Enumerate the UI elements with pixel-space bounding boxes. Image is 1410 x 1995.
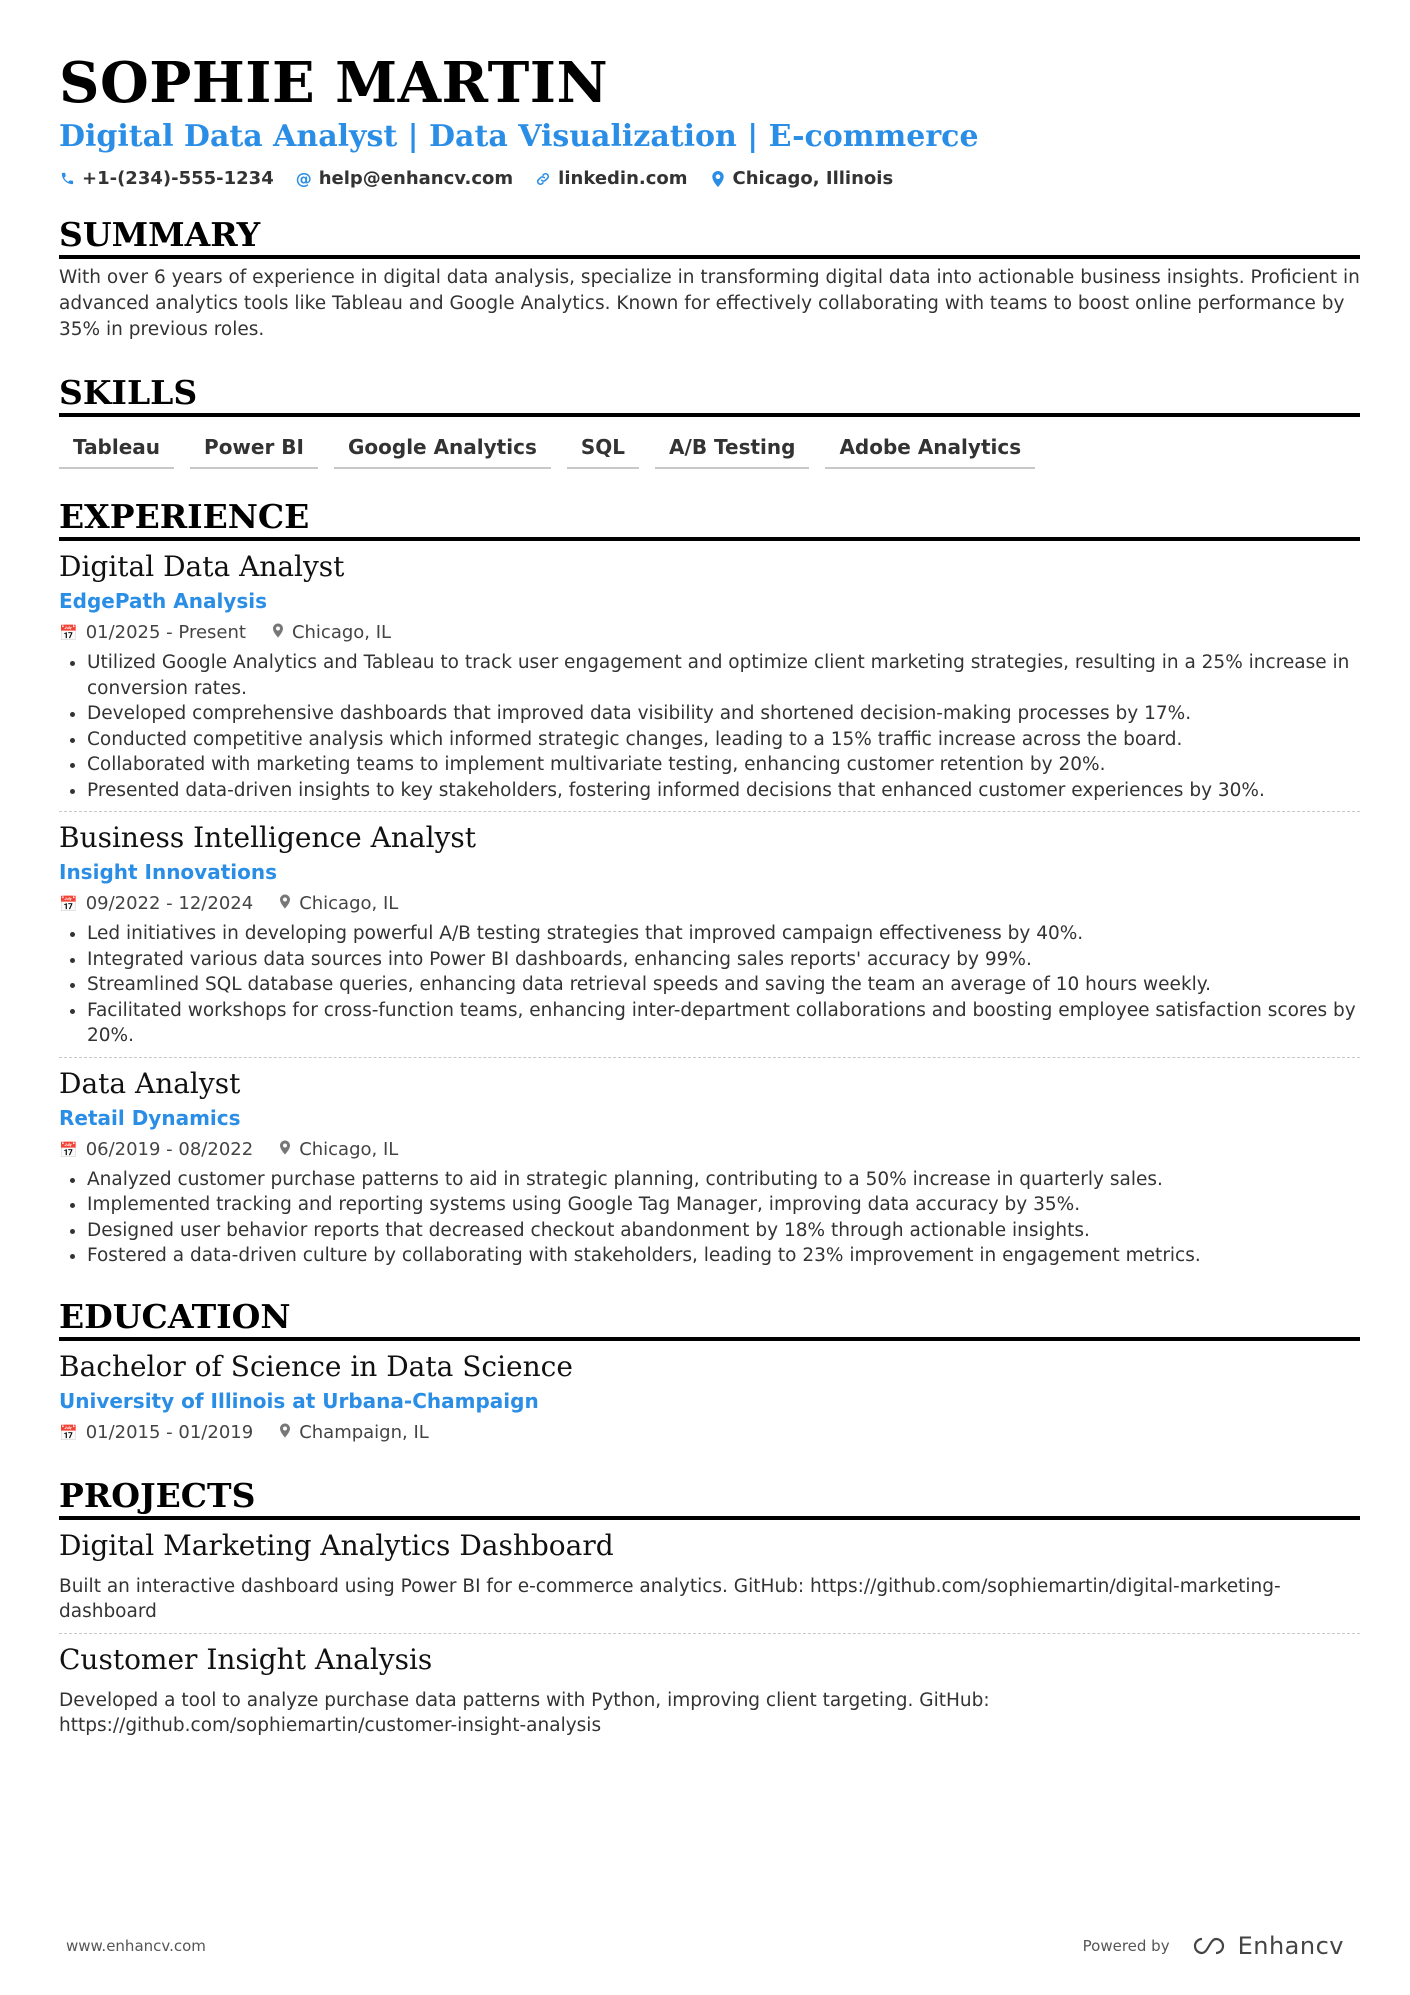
job-dates: 09/2022 - 12/2024 (85, 893, 254, 914)
location-pin-icon (279, 1137, 291, 1163)
company-name: Retail Dynamics (59, 1105, 241, 1130)
bullet-item: • Analyzed customer purchase patterns to aid in strategic planning, contributing to a 50% increase in quarterly sales. (87, 1167, 1360, 1193)
enhancv-logo-icon (1186, 1932, 1344, 1960)
job-dates: 06/2019 - 08/2022 (85, 1138, 254, 1160)
job-meta (59, 891, 1360, 917)
project-entry (59, 1520, 1360, 1634)
contact-phone[interactable] (59, 168, 274, 189)
bullet-item: • Facilitated workshops for cross-function teams, enhancing inter-department collaborations and boosting employee satisfaction scores by 20%. (87, 998, 1360, 1049)
contact-email[interactable] (296, 168, 513, 189)
location-pin-icon (279, 891, 291, 917)
skill-tag: Power BI (190, 431, 318, 469)
bullet-item: • Collaborated with marketing teams to implement multivariate testing, enhancing customer retention by 20%. (87, 752, 1360, 778)
footer-website[interactable]: www.enhancv.com (66, 1937, 206, 1955)
headline: Digital Data Analyst | Data Visualization | E-commerce (59, 119, 979, 154)
contact-row (59, 168, 1360, 189)
phone-icon (59, 171, 75, 186)
project-name: Customer Insight Analysis (59, 1642, 433, 1676)
skill-tag: Google Analytics (334, 431, 551, 469)
job-title: Data Analyst (59, 1066, 241, 1100)
project-description: Built an interactive dashboard using Power BI for e-commerce analytics. GitHub: https://github.com/sophiemartin/digital-marketing-dashboard (59, 1575, 1281, 1622)
bullet-item: • Fostered a data-driven culture by collaborating with stakeholders, leading to 23% improvement in engagement metrics. (87, 1243, 1360, 1269)
degree-title: Bachelor of Science in Data Science (59, 1349, 573, 1383)
job-title: Digital Data Analyst (59, 550, 345, 583)
project-name: Digital Marketing Analytics Dashboard (59, 1528, 614, 1562)
link-icon (535, 171, 551, 187)
powered-by (1083, 1932, 1344, 1960)
job-meta (59, 1137, 1360, 1163)
skill-tag: Tableau (59, 431, 174, 469)
skill-tag: Adobe Analytics (825, 431, 1035, 469)
candidate-name: SOPHIE MARTIN (59, 50, 609, 116)
school-name: University of Illinois at Urbana-Champaign (59, 1388, 539, 1413)
education-dates: 01/2015 - 01/2019 (85, 1421, 254, 1443)
job-bullets (59, 921, 1360, 1049)
company-name: Insight Innovations (59, 860, 278, 884)
education-location: Champaign, IL (299, 1421, 429, 1443)
education-meta (59, 1420, 1360, 1446)
contact-linkedin[interactable] (535, 168, 687, 189)
bullet-item: • Conducted competitive analysis which informed strategic changes, leading to a 15% traffic increase across the board. (87, 727, 1360, 753)
skills-section (59, 373, 1360, 469)
summary-text: With over 6 years of experience in digital data analysis, specialize in transforming digital data into actionable business insights. Proficient in advanced analytics tools like Tableau and Google Analytics. Known for effectively collaborating with teams to boost online performance by 35% in previous roles. (59, 267, 1360, 340)
skills-title: SKILLS (59, 373, 1360, 417)
education-section (59, 1297, 1360, 1454)
enhancv-brand-name: Enhancv (1237, 1932, 1344, 1960)
calendar-icon: 📅 (59, 895, 78, 913)
summary-section (59, 215, 1360, 343)
projects-title: PROJECTS (59, 1476, 1360, 1520)
powered-by-label: Powered by (1082, 1937, 1170, 1955)
location-pin-icon (272, 620, 284, 646)
job-location: Chicago, IL (299, 1138, 399, 1160)
bullet-item: • Presented data-driven insights to key stakeholders, fostering informed decisions that enhanced customer experiences by 30%. (87, 778, 1360, 804)
resume-page (59, 50, 1360, 1747)
education-title: EDUCATION (59, 1297, 1360, 1341)
experience-title: EXPERIENCE (59, 497, 1360, 541)
education-entry (59, 1341, 1360, 1454)
job-bullets (59, 650, 1360, 803)
bullet-item: • Led initiatives in developing powerful A/B testing strategies that improved campaign effectiveness by 40%. (87, 921, 1360, 947)
job-dates: 01/2025 - Present (85, 622, 246, 643)
job-title: Business Intelligence Analyst (59, 821, 476, 854)
calendar-icon: 📅 (59, 1140, 78, 1159)
bullet-item: • Streamlined SQL database queries, enhancing data retrieval speeds and saving the team an average of 10 hours weekly. (87, 972, 1360, 998)
contact-location (710, 168, 894, 189)
calendar-icon: 📅 (59, 1423, 78, 1442)
job-location: Chicago, IL (299, 893, 399, 914)
bullet-item: • Developed comprehensive dashboards that improved data visibility and shortened decision-making processes by 17%. (87, 701, 1360, 727)
page-footer (66, 1932, 1344, 1960)
at-icon: @ (295, 169, 312, 188)
skill-tag: SQL (567, 431, 639, 469)
bullet-item: • Designed user behavior reports that decreased checkout abandonment by 18% through actionable insights. (87, 1218, 1360, 1244)
calendar-icon: 📅 (59, 624, 78, 642)
projects-section (59, 1476, 1360, 1747)
contact-location-text: Chicago, Illinois (732, 168, 894, 189)
job-location: Chicago, IL (291, 622, 392, 643)
skills-list (59, 431, 1360, 469)
bullet-item: • Integrated various data sources into Power BI dashboards, enhancing sales reports' accuracy by 99%. (87, 947, 1360, 973)
project-entry (59, 1634, 1360, 1747)
skill-tag: A/B Testing (655, 431, 809, 469)
contact-linkedin-text: linkedin.com (558, 168, 688, 189)
contact-phone-text: +1-(234)-555-1234 (82, 168, 274, 189)
experience-entry (59, 541, 1360, 812)
company-name: EdgePath Analysis (59, 589, 268, 613)
location-pin-icon (279, 1420, 291, 1446)
experience-section (59, 497, 1360, 1277)
experience-entry (59, 812, 1360, 1058)
location-pin-icon (710, 171, 726, 187)
bullet-item: • Implemented tracking and reporting systems using Google Tag Manager, improving data accuracy by 35%. (87, 1192, 1360, 1218)
experience-entry (59, 1058, 1360, 1277)
project-description: Developed a tool to analyze purchase data patterns with Python, improving client targeting. GitHub: https://github.com/sophiemartin/customer-insight-analysis (59, 1689, 990, 1736)
job-bullets (59, 1167, 1360, 1269)
job-meta (59, 620, 1360, 646)
contact-email-text: help@enhancv.com (318, 168, 514, 189)
summary-title: SUMMARY (59, 215, 1360, 259)
bullet-item: • Utilized Google Analytics and Tableau to track user engagement and optimize client marketing strategies, resulting in a 25% increase in conversion rates. (87, 650, 1360, 701)
